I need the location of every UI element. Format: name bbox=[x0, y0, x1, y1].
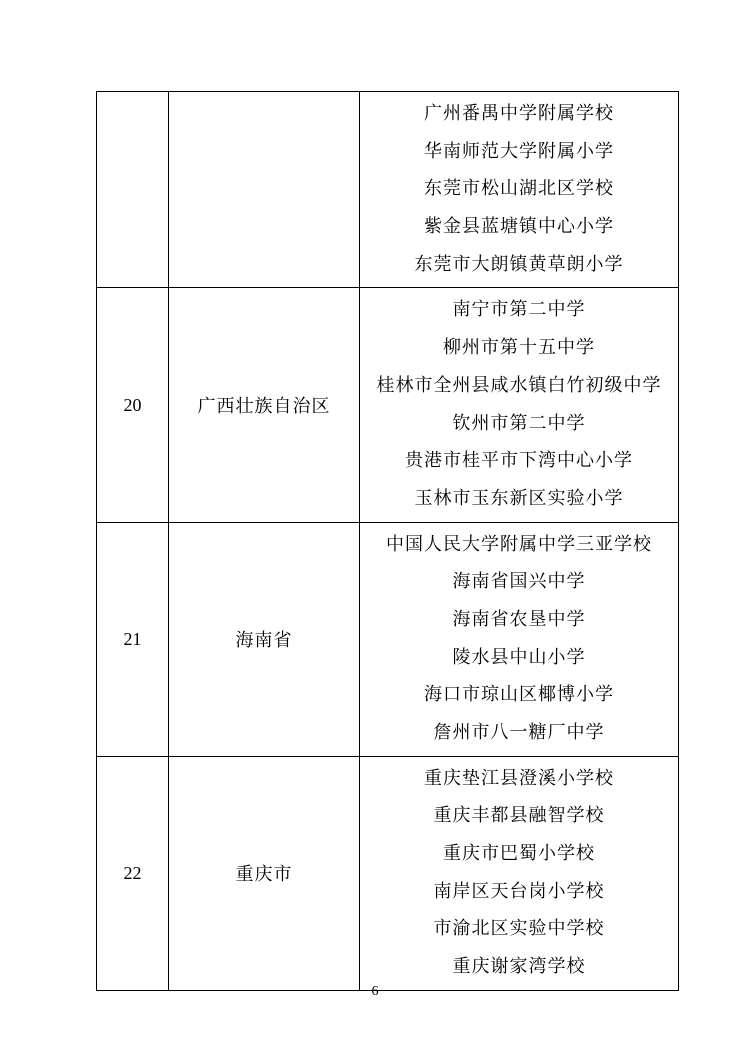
row-number-cell: 20 bbox=[97, 288, 169, 522]
school-name: 广州番禺中学附属学校 bbox=[424, 103, 614, 124]
row-number-cell bbox=[97, 92, 169, 288]
schools-cell bbox=[360, 522, 679, 756]
schools-cell bbox=[360, 92, 679, 288]
school-name: 钦州市第二中学 bbox=[452, 412, 586, 434]
school-name: 海南省农垦中学 bbox=[452, 608, 586, 630]
school-name: 海南省国兴中学 bbox=[452, 571, 586, 593]
region-cell: 海南省 bbox=[169, 522, 360, 756]
table-body bbox=[97, 92, 679, 991]
school-name: 詹州市八一糖厂中学 bbox=[433, 722, 605, 743]
school-name: 中国人民大学附属中学三亚学校 bbox=[386, 533, 652, 555]
school-name: 玉林市玉东新区实验小学 bbox=[414, 487, 624, 509]
school-name: 贵港市桂平市下湾中心小学 bbox=[405, 450, 633, 472]
region-cell bbox=[169, 92, 360, 288]
region-cell: 重庆市 bbox=[169, 756, 360, 990]
school-name: 桂林市全州县咸水镇白竹初级中学 bbox=[376, 374, 662, 396]
school-list bbox=[360, 288, 678, 521]
school-list-table bbox=[96, 91, 679, 991]
school-name: 华南师范大学附属小学 bbox=[424, 140, 614, 162]
region-cell: 广西壮族自治区 bbox=[169, 288, 360, 522]
school-name: 东莞市松山湖北区学校 bbox=[424, 178, 614, 200]
page-number: 6 bbox=[371, 984, 379, 999]
school-list bbox=[360, 523, 678, 756]
schools-cell bbox=[360, 756, 679, 990]
table-row bbox=[97, 756, 679, 990]
school-name: 市渝北区实验中学校 bbox=[433, 918, 605, 940]
schools-cell bbox=[360, 288, 679, 522]
row-number-cell: 21 bbox=[97, 522, 169, 756]
school-list bbox=[360, 92, 678, 287]
school-name: 重庆垫江县澄溪小学校 bbox=[424, 767, 614, 789]
school-name: 南宁市第二中学 bbox=[452, 299, 586, 321]
school-list bbox=[360, 757, 678, 990]
school-name: 柳州市第十五中学 bbox=[443, 337, 595, 359]
school-name: 重庆丰都县融智学校 bbox=[433, 805, 605, 827]
school-name: 南岸区天台岗小学校 bbox=[433, 880, 605, 902]
row-number-cell: 22 bbox=[97, 756, 169, 990]
table-row bbox=[97, 522, 679, 756]
school-name: 海口市琼山区椰博小学 bbox=[424, 684, 614, 706]
school-name: 陵水县中山小学 bbox=[452, 646, 586, 668]
school-name: 紫金县蓝塘镇中心小学 bbox=[424, 216, 614, 238]
table-row bbox=[97, 288, 679, 522]
school-name: 东莞市大朗镇黄草朗小学 bbox=[414, 253, 624, 275]
school-name: 重庆谢家湾学校 bbox=[452, 956, 586, 978]
table-row bbox=[97, 92, 679, 288]
school-name: 重庆市巴蜀小学校 bbox=[443, 843, 595, 865]
